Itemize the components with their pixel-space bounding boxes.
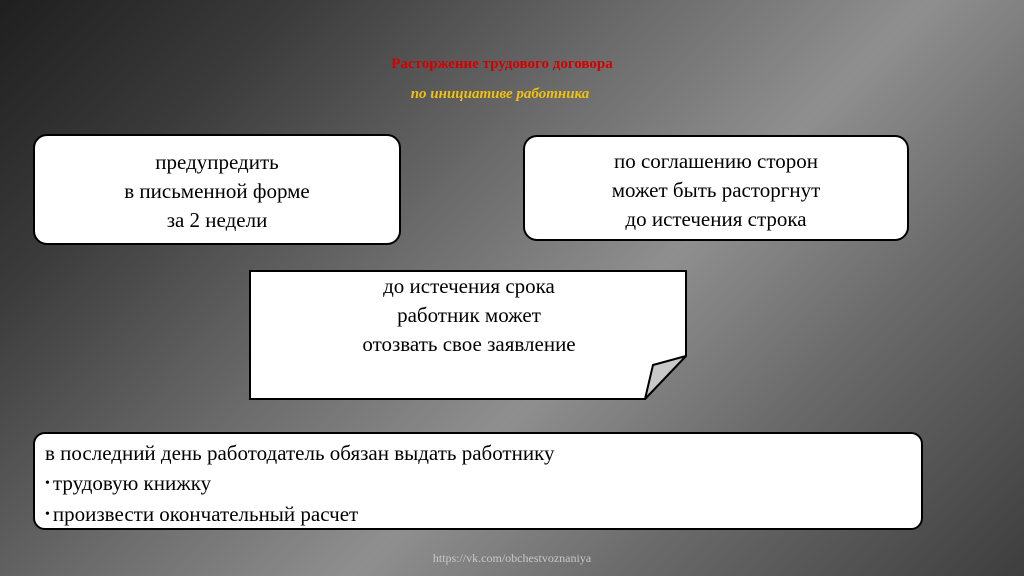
- last-day-intro: в последний день работодатель обязан выдать работнику: [45, 441, 555, 465]
- withdraw-note: [249, 270, 689, 401]
- bullet-icon: •: [45, 507, 50, 522]
- agreement-line-1: по соглашению сторон: [613, 149, 819, 173]
- list-item-text: произвести окончательный расчет: [52, 502, 359, 526]
- note-line-1: до истечения срока: [383, 274, 555, 298]
- list-item: [45, 468, 921, 499]
- note-line-3: отозвать свое заявление: [362, 332, 576, 356]
- slide-subtitle: по инициативе работника: [410, 86, 590, 102]
- list-item: [45, 499, 921, 530]
- last-day-box: [33, 432, 923, 530]
- warning-line-3: за 2 недели: [166, 208, 268, 232]
- slide-title: Расторжение трудового договора: [391, 56, 613, 72]
- bullet-icon: •: [45, 476, 50, 491]
- agreement-line-3: до истечения строка: [625, 207, 807, 231]
- list-item-text: трудовую книжку: [52, 471, 212, 495]
- agreement-box: [523, 135, 909, 241]
- agreement-line-2: может быть расторгнут: [611, 178, 821, 202]
- note-line-2: работник может: [397, 303, 541, 327]
- warning-line-1: предупредить: [155, 150, 279, 174]
- source-link[interactable]: https://vk.com/obchestvoznaniya: [432, 551, 592, 565]
- warning-line-2: в письменной форме: [124, 179, 310, 203]
- warning-box: [33, 134, 401, 245]
- withdraw-note-text: [249, 272, 689, 359]
